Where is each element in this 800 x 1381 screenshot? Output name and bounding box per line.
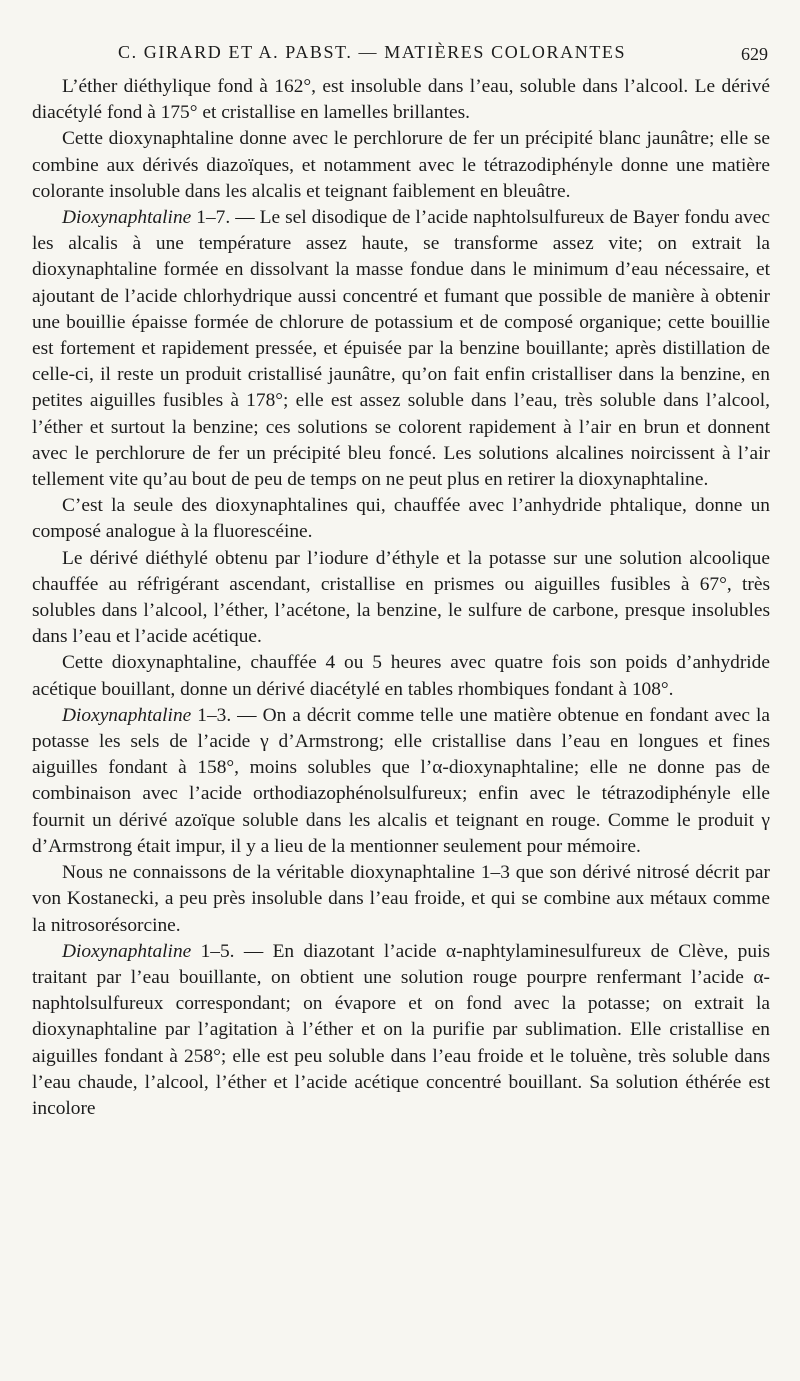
paragraph xyxy=(32,493,770,545)
running-header xyxy=(32,38,770,74)
paragraph-text: 1–5. — En diazotant l’acide α-naphtylaminesulfureux de Clève, puis traitant par l’eau bouillante, on obtient une solution rouge pourpre renfermant l’acide α-naphtolsulfureux correspondant; on évapore et on fond avec la potasse; on extrait la dioxynaphtaline par l’agitation à l’éther et on la purifie par sublimation. Elle cristallise en aiguilles fondant à 258°; elle est peu soluble dans l’eau froide et le toluène, très soluble dans l’eau chaude, l’alcool, l’éther et l’acide acétique concentré bouillant. Sa solution éthérée est incolore xyxy=(32,940,770,1119)
paragraph-text: Nous ne connaissons de la véritable dioxynaphtaline 1–3 que son dérivé nitrosé décrit par von Kostanecki, a peu près insoluble dans l’eau froide, et qui se combine aux métaux comme la nitrosorésorcine. xyxy=(32,862,770,936)
running-title: C. GIRARD ET A. PABST. — MATIÈRES COLORANTES xyxy=(118,42,627,62)
paragraph xyxy=(32,703,770,860)
paragraph xyxy=(32,74,770,126)
paragraph xyxy=(32,650,770,702)
section-lead: Dioxynaphtaline xyxy=(62,940,192,962)
section-lead: Dioxynaphtaline xyxy=(62,704,192,726)
paragraph-text: 1–3. — On a décrit comme telle une matière obtenue en fondant avec la potasse les sels de l’acide γ d’Armstrong; elle cristallise dans l’eau en longues et fines aiguilles fondant à 158°, moins solubles que l’α-dioxynaphtaline; elle ne donne pas de combinaison avec l’acide orthodiazophénolsulfureux; enfin avec le tétrazodiphényle elle fournit un dérivé azoïque soluble dans les alcalis et teignant en rouge. Comme le produit γ d’Armstrong était impur, il y a lieu de la mentionner seulement pour mémoire. xyxy=(32,704,770,857)
paragraph-text: C’est la seule des dioxynaphtalines qui, chauffée avec l’anhydride phtalique, donne un composé analogue à la fluorescéine. xyxy=(32,495,770,543)
body-text xyxy=(32,74,770,1122)
paragraph xyxy=(32,546,770,651)
page-number: 629 xyxy=(741,44,768,64)
paragraph xyxy=(32,205,770,493)
paragraph-text: 1–7. — Le sel disodique de l’acide naphtolsulfureux de Bayer fondu avec les alcalis à une température assez haute, se transforme assez vite; on extrait la dioxynaphtaline formée en dissolvant la masse fondue dans le minimum d’eau nécessaire, et ajoutant de l’acide chlorhydrique aussi concentré et fumant que possible de manière à obtenir une bouillie épaisse formée de chlorure de potassium et de composé organique; cette bouillie est fortement et rapidement pressée, et épuisée par la benzine bouillante; après distillation de celle-ci, il reste un produit cristallisé jaunâtre, qu’on fait enfin cristalliser dans la benzine, en petites aiguilles fusibles à 178°; elle est assez soluble dans l’eau, très soluble dans l’alcool, l’éther et surtout la benzine; ces solutions se colorent rapidement à l’air en brun et donnent avec le perchlorure de fer un précipité bleu foncé. Les solutions alcalines noircissent à l’air tellement vite qu’au bout de peu de temps on ne peut plus en retirer la dioxynaphtaline. xyxy=(32,207,770,491)
paragraph-text: Cette dioxynaphtaline donne avec le perchlorure de fer un précipité blanc jaunâtre; elle se combine aux dérivés diazoïques, et notamment avec le tétrazodiphényle donne une matière colorante insoluble dans les alcalis et teignant faiblement en bleuâtre. xyxy=(32,128,770,202)
section-lead: Dioxynaphtaline xyxy=(62,207,192,229)
paragraph xyxy=(32,126,770,205)
paragraph-text: Cette dioxynaphtaline, chauffée 4 ou 5 heures avec quatre fois son poids d’anhydride acétique bouillant, donne un dérivé diacétylé en tables rhombiques fondant à 108°. xyxy=(32,652,770,700)
paragraph xyxy=(32,939,770,1122)
paragraph xyxy=(32,860,770,939)
paragraph-text: L’éther diéthylique fond à 162°, est insoluble dans l’eau, soluble dans l’alcool. Le dérivé diacétylé fond à 175° et cristallise en lamelles brillantes. xyxy=(32,76,770,124)
paragraph-text: Le dérivé diéthylé obtenu par l’iodure d’éthyle et la potasse sur une solution alcoolique chauffée au réfrigérant ascendant, cristallise en prismes ou aiguilles fusibles à 67°, très solubles dans l’alcool, l’éther, l’acétone, la benzine, le sulfure de carbone, presque insolubles dans l’eau et l’acide acétique. xyxy=(32,547,770,648)
